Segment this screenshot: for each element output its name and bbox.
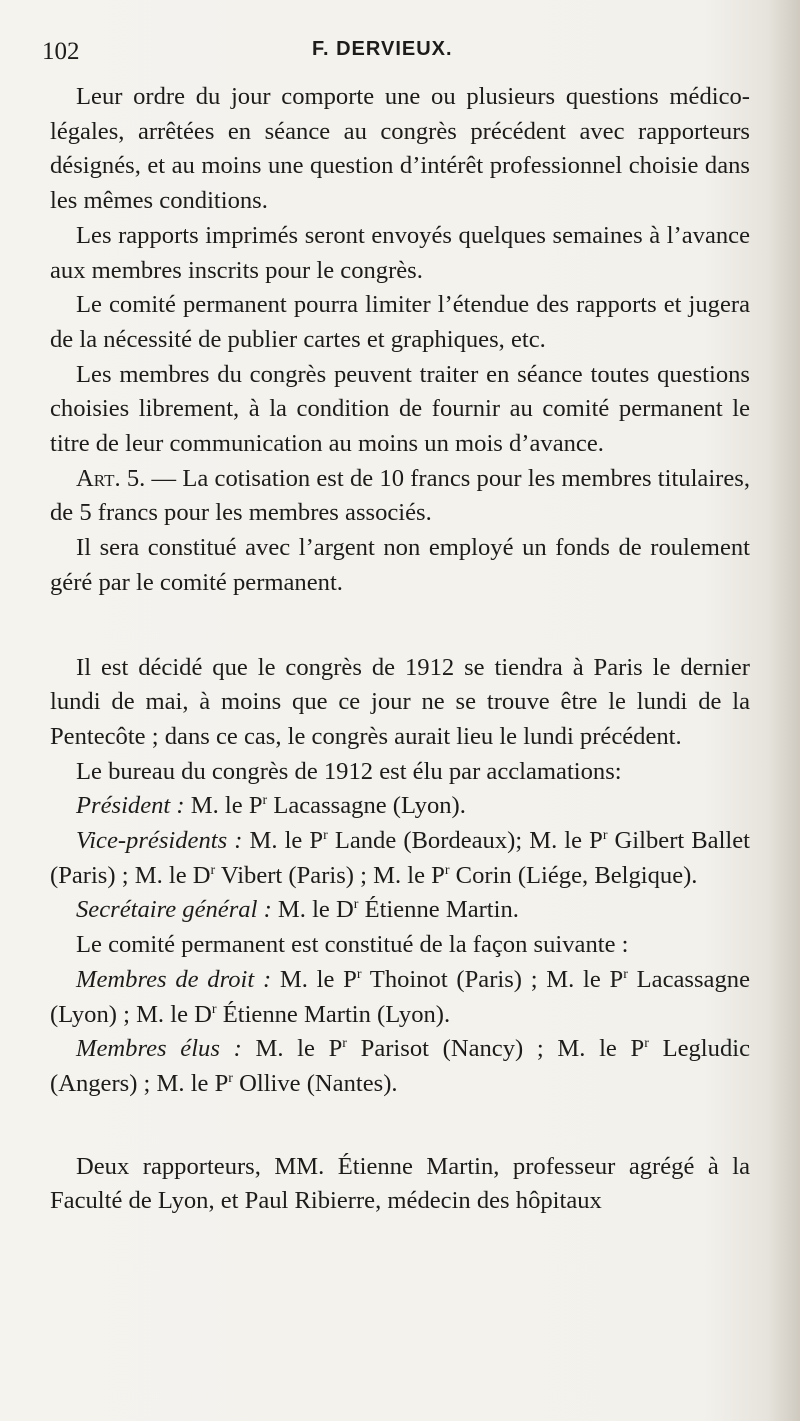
paragraph-members-ex-officio (50, 963, 750, 1032)
droit-text-c: Lacassagne (Lyon) ; M. le D (50, 965, 750, 1028)
superscript: r (623, 966, 628, 982)
superscript: r (323, 828, 328, 844)
superscript: r (210, 862, 216, 878)
members-elected-label: Membres élus : (76, 1035, 242, 1063)
paragraph-fund: Il sera constitué avec l’argent non employé un fonds de roulement géré par le comité permanent. (50, 534, 750, 596)
paragraph-reports: Les rapports imprimés seront envoyés quelques semaines à l’avance aux membres inscrits pour le congrès. (50, 221, 750, 284)
droit-text-d: Étienne Martin (Lyon). (216, 1000, 451, 1028)
superscript: r (211, 1001, 217, 1017)
paragraph-members-topics: Les membres du congrès peuvent traiter en séance toutes questions choisies librement, à la condition de fournir au comité permanent le titre de leur communication au moins un mois d’avance. (50, 360, 750, 458)
page-number: 102 (42, 38, 80, 65)
paragraph-president (50, 789, 750, 824)
paragraph-article-5 (50, 462, 750, 531)
paragraph-agenda: Leur ordre du jour comporte une ou plusieurs questions médico-légales, arrêtées en séance au congrès précédent avec rapporteurs désignés, et au moins une question d’intérêt professionnel choisie dans les mêmes conditions. (50, 83, 750, 215)
page-body (50, 80, 750, 1219)
article-label: Art. 5. (76, 464, 146, 492)
superscript: r (444, 862, 450, 878)
paragraph-committee-composition: Le comité permanent est constitué de la façon suivante : (76, 931, 629, 959)
superscript: r (356, 966, 362, 982)
droit-text-a: M. le P (271, 965, 357, 993)
superscript: r (228, 1070, 233, 1086)
vp-text-d: Vibert (Paris) ; M. le P (215, 861, 445, 889)
elus-text-c: Legludic (Angers) ; M. le P (50, 1035, 750, 1097)
superscript: r (342, 1036, 347, 1052)
droit-text-b: Thoinot (Paris) ; M. le P (361, 965, 624, 993)
president-text-a: M. le P (184, 792, 263, 820)
vp-text-a: M. le P (242, 827, 324, 855)
paragraph-committee-limits: Le comité permanent pourra limiter l’étendue des rapports et jugera de la nécessité de publier cartes et graphiques, etc. (50, 291, 750, 353)
paragraph-vice-presidents (50, 824, 750, 893)
running-title: F. DERVIEUX. (312, 38, 453, 60)
paragraph-congress-1912: Il est décidé que le congrès de 1912 se tiendra à Paris le dernier lundi de mai, à moins que ce jour ne se trouve être le lundi de la Pentecôte ; dans ce cas, le congrès aurait lieu le lundi précédent. (50, 653, 750, 750)
article-5-text: — La cotisation est de 10 francs pour les membres titulaires, de 5 francs pour les membres associés. (50, 464, 750, 527)
secretary-text-a: M. le D (271, 896, 354, 924)
superscript: r (644, 1036, 649, 1052)
members-ex-officio-label: Membres de droit : (76, 965, 272, 993)
paragraph-bureau: Le bureau du congrès de 1912 est élu par acclamations: (76, 757, 622, 785)
vice-presidents-label: Vice-présidents : (76, 827, 243, 855)
paragraph-secretary (50, 893, 750, 928)
elus-text-b: Parisot (Nancy) ; M. le P (346, 1035, 645, 1063)
elus-text-d: Ollive (Nantes). (232, 1069, 398, 1097)
paragraph-members-elected (50, 1032, 750, 1101)
vp-text-e: Corin (Liége, Belgique). (449, 861, 698, 889)
president-label: Président : (76, 792, 185, 820)
vp-text-b: Lande (Bordeaux); M. le P (327, 827, 603, 855)
superscript: r (602, 828, 608, 844)
section-gap (50, 601, 750, 651)
section-gap (50, 1102, 750, 1150)
elus-text-a: M. le P (241, 1035, 343, 1063)
secretary-label: Secrétaire général : (76, 896, 272, 924)
superscript: r (353, 897, 359, 913)
vp-text-c: Gilbert Ballet (Paris) ; M. le D (50, 827, 751, 889)
president-text-b: Lacassagne (Lyon). (267, 792, 466, 820)
secretary-text-b: Étienne Martin. (358, 896, 519, 924)
page-header (42, 30, 772, 70)
paragraph-rapporteurs: Deux rapporteurs, MM. Étienne Martin, professeur agrégé à la Faculté de Lyon, et Paul Ribierre, médecin des hôpitaux (50, 1152, 750, 1215)
superscript: r (262, 793, 268, 809)
